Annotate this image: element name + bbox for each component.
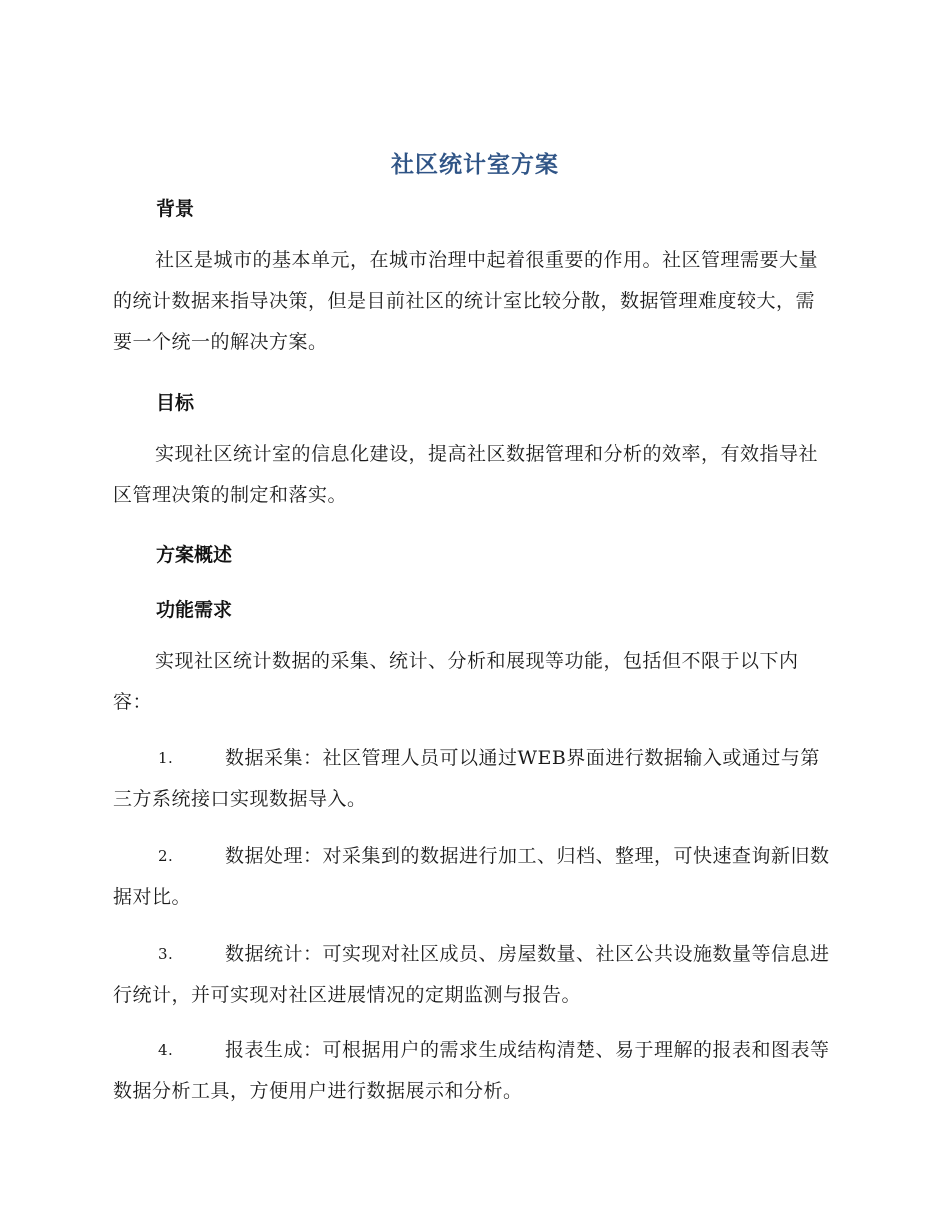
- list-item: [113, 1030, 833, 1112]
- section-heading-background: 背景: [156, 198, 195, 220]
- requirements-intro-paragraph: 实现社区统计数据的采集、统计、分析和展现等功能，包括但不限于以下内容：: [113, 650, 799, 713]
- list-item: [113, 836, 833, 918]
- goal-paragraph: 实现社区统计室的信息化建设，提高社区数据管理和分析的效率，有效指导社区管理决策的制定和落实。: [113, 443, 819, 506]
- list-item-number: 2.: [158, 847, 174, 865]
- list-item-text: 数据处理：对采集到的数据进行加工、归档、整理，可快速查询新旧数据对比。: [113, 845, 830, 908]
- background-paragraph: 社区是城市的基本单元，在城市治理中起着很重要的作用。社区管理需要大量的统计数据来指导决策，但是目前社区的统计室比较分散，数据管理难度较大，需要一个统一的解决方案。: [113, 249, 819, 353]
- list-item-text: 数据统计：可实现对社区成员、房屋数量、社区公共设施数量等信息进行统计，并可实现对社区进展情况的定期监测与报告。: [113, 943, 830, 1006]
- document-title: 社区统计室方案: [391, 152, 559, 178]
- section-heading-requirements: 功能需求: [156, 599, 233, 621]
- list-item-number: 3.: [158, 945, 174, 963]
- list-item-number: 1.: [158, 749, 174, 767]
- section-heading-overview: 方案概述: [156, 544, 233, 566]
- section-heading-goal: 目标: [156, 392, 195, 414]
- list-item: [113, 934, 833, 1016]
- list-item: [113, 738, 833, 820]
- list-item-number: 4.: [158, 1041, 174, 1059]
- list-item-text: 数据采集：社区管理人员可以通过WEB界面进行数据输入或通过与第三方系统接口实现数据导入。: [113, 747, 820, 810]
- list-item-text: 报表生成：可根据用户的需求生成结构清楚、易于理解的报表和图表等数据分析工具，方便用户进行数据展示和分析。: [113, 1039, 830, 1102]
